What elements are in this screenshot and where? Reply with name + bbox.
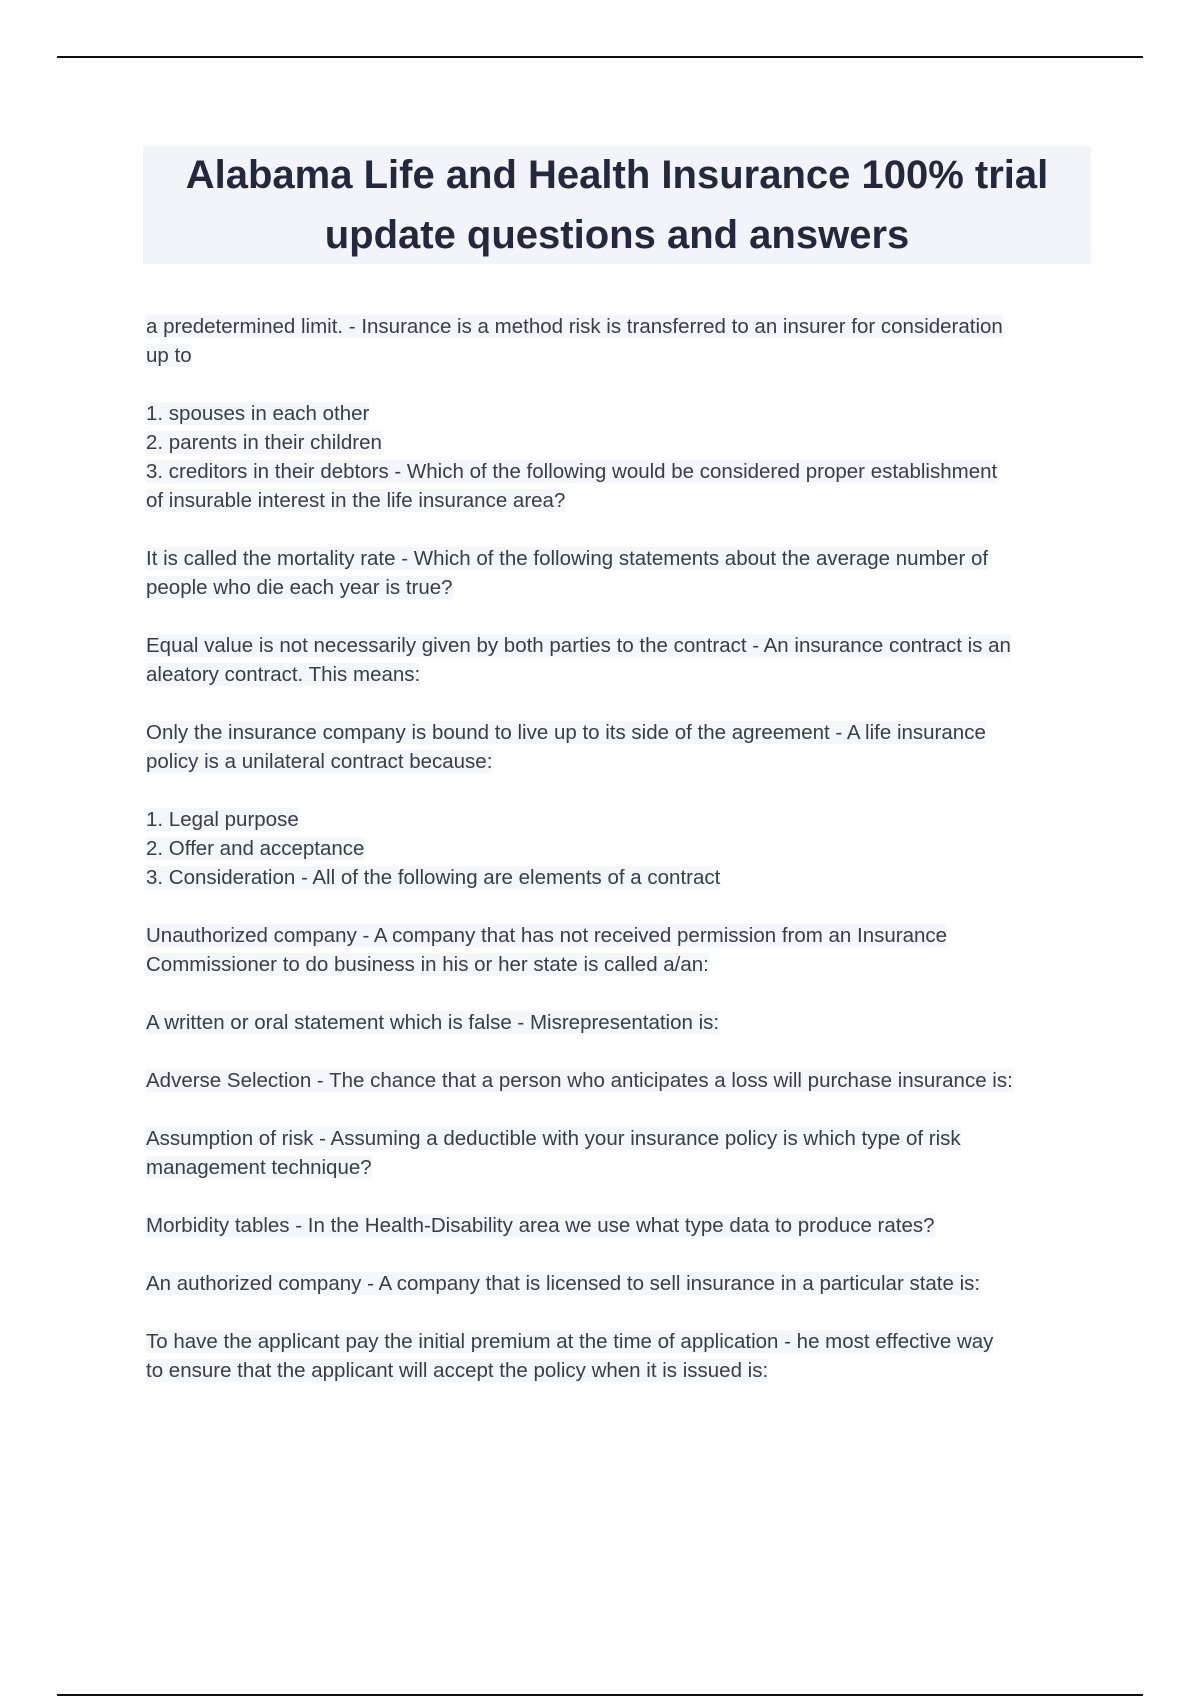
qa-line bbox=[146, 1124, 1096, 1153]
qa-line-text: 3. Consideration - All of the following are elements of a contract bbox=[146, 866, 721, 889]
qa-line bbox=[146, 805, 1096, 834]
qa-line-text: up to bbox=[146, 344, 192, 367]
qa-list bbox=[146, 312, 1096, 1414]
qa-item bbox=[146, 312, 1096, 370]
qa-line-text: Unauthorized company - A company that has not received permission from an Insurance bbox=[146, 924, 948, 947]
qa-line bbox=[146, 399, 1096, 428]
qa-line bbox=[146, 1356, 1096, 1385]
qa-line-text: A written or oral statement which is false - Misrepresentation is: bbox=[146, 1011, 720, 1034]
qa-line-text: Assumption of risk - Assuming a deductible with your insurance policy is which type of risk bbox=[146, 1127, 961, 1150]
qa-line-text: Only the insurance company is bound to live up to its side of the agreement - A life insurance bbox=[146, 721, 986, 744]
qa-item bbox=[146, 1066, 1096, 1095]
qa-item bbox=[146, 1124, 1096, 1182]
qa-item bbox=[146, 1211, 1096, 1240]
qa-item bbox=[146, 544, 1096, 602]
qa-line bbox=[146, 921, 1096, 950]
qa-line bbox=[146, 457, 1096, 486]
title-box bbox=[143, 146, 1091, 264]
qa-line-text: aleatory contract. This means: bbox=[146, 663, 421, 686]
qa-line bbox=[146, 660, 1096, 689]
qa-line-text: Equal value is not necessarily given by both parties to the contract - An insurance contract is an bbox=[146, 634, 1011, 657]
qa-item bbox=[146, 921, 1096, 979]
title-line-2: update questions and answers bbox=[324, 213, 910, 257]
qa-line bbox=[146, 312, 1096, 341]
qa-line bbox=[146, 631, 1096, 660]
qa-line bbox=[146, 950, 1096, 979]
qa-line-text: To have the applicant pay the initial premium at the time of application - he most effective way bbox=[146, 1330, 994, 1353]
qa-line-text: It is called the mortality rate - Which of the following statements about the average number of bbox=[146, 547, 989, 570]
qa-line-text: 2. Offer and acceptance bbox=[146, 837, 365, 860]
qa-line bbox=[146, 341, 1096, 370]
qa-line bbox=[146, 834, 1096, 863]
qa-line bbox=[146, 718, 1096, 747]
qa-line-text: 1. spouses in each other bbox=[146, 402, 370, 425]
qa-line-text: Morbidity tables - In the Health-Disability area we use what type data to produce rates? bbox=[146, 1214, 935, 1237]
qa-line-text: 2. parents in their children bbox=[146, 431, 382, 454]
qa-line-text: to ensure that the applicant will accept the policy when it is issued is: bbox=[146, 1359, 769, 1382]
bottom-rule bbox=[57, 1694, 1143, 1696]
qa-item bbox=[146, 718, 1096, 776]
qa-line-text: An authorized company - A company that is licensed to sell insurance in a particular state is: bbox=[146, 1272, 981, 1295]
qa-line bbox=[146, 486, 1096, 515]
qa-line bbox=[146, 428, 1096, 457]
qa-line bbox=[146, 544, 1096, 573]
qa-line bbox=[146, 1327, 1096, 1356]
qa-item bbox=[146, 1269, 1096, 1298]
qa-line-text: a predetermined limit. - Insurance is a method risk is transferred to an insurer for consideration bbox=[146, 315, 1003, 338]
qa-line bbox=[146, 1153, 1096, 1182]
qa-line bbox=[146, 1211, 1096, 1240]
qa-line-text: 3. creditors in their debtors - Which of the following would be considered proper establishment bbox=[146, 460, 998, 483]
qa-line bbox=[146, 1066, 1096, 1095]
qa-line-text: of insurable interest in the life insurance area? bbox=[146, 489, 566, 512]
qa-line-text: people who die each year is true? bbox=[146, 576, 453, 599]
qa-line bbox=[146, 573, 1096, 602]
qa-line bbox=[146, 1269, 1096, 1298]
qa-line-text: 1. Legal purpose bbox=[146, 808, 299, 831]
qa-item bbox=[146, 1008, 1096, 1037]
qa-line-text: Adverse Selection - The chance that a person who anticipates a loss will purchase insurance is: bbox=[146, 1069, 1013, 1092]
qa-line bbox=[146, 1008, 1096, 1037]
qa-line-text: policy is a unilateral contract because: bbox=[146, 750, 493, 773]
top-rule bbox=[57, 56, 1143, 58]
qa-line-text: management technique? bbox=[146, 1156, 372, 1179]
qa-item bbox=[146, 399, 1096, 515]
qa-line bbox=[146, 747, 1096, 776]
qa-item bbox=[146, 805, 1096, 892]
qa-item bbox=[146, 1327, 1096, 1385]
qa-line bbox=[146, 863, 1096, 892]
qa-line-text: Commissioner to do business in his or her state is called a/an: bbox=[146, 953, 709, 976]
title-line-1: Alabama Life and Health Insurance 100% trial bbox=[185, 153, 1049, 197]
page-title bbox=[186, 145, 1049, 265]
qa-item bbox=[146, 631, 1096, 689]
